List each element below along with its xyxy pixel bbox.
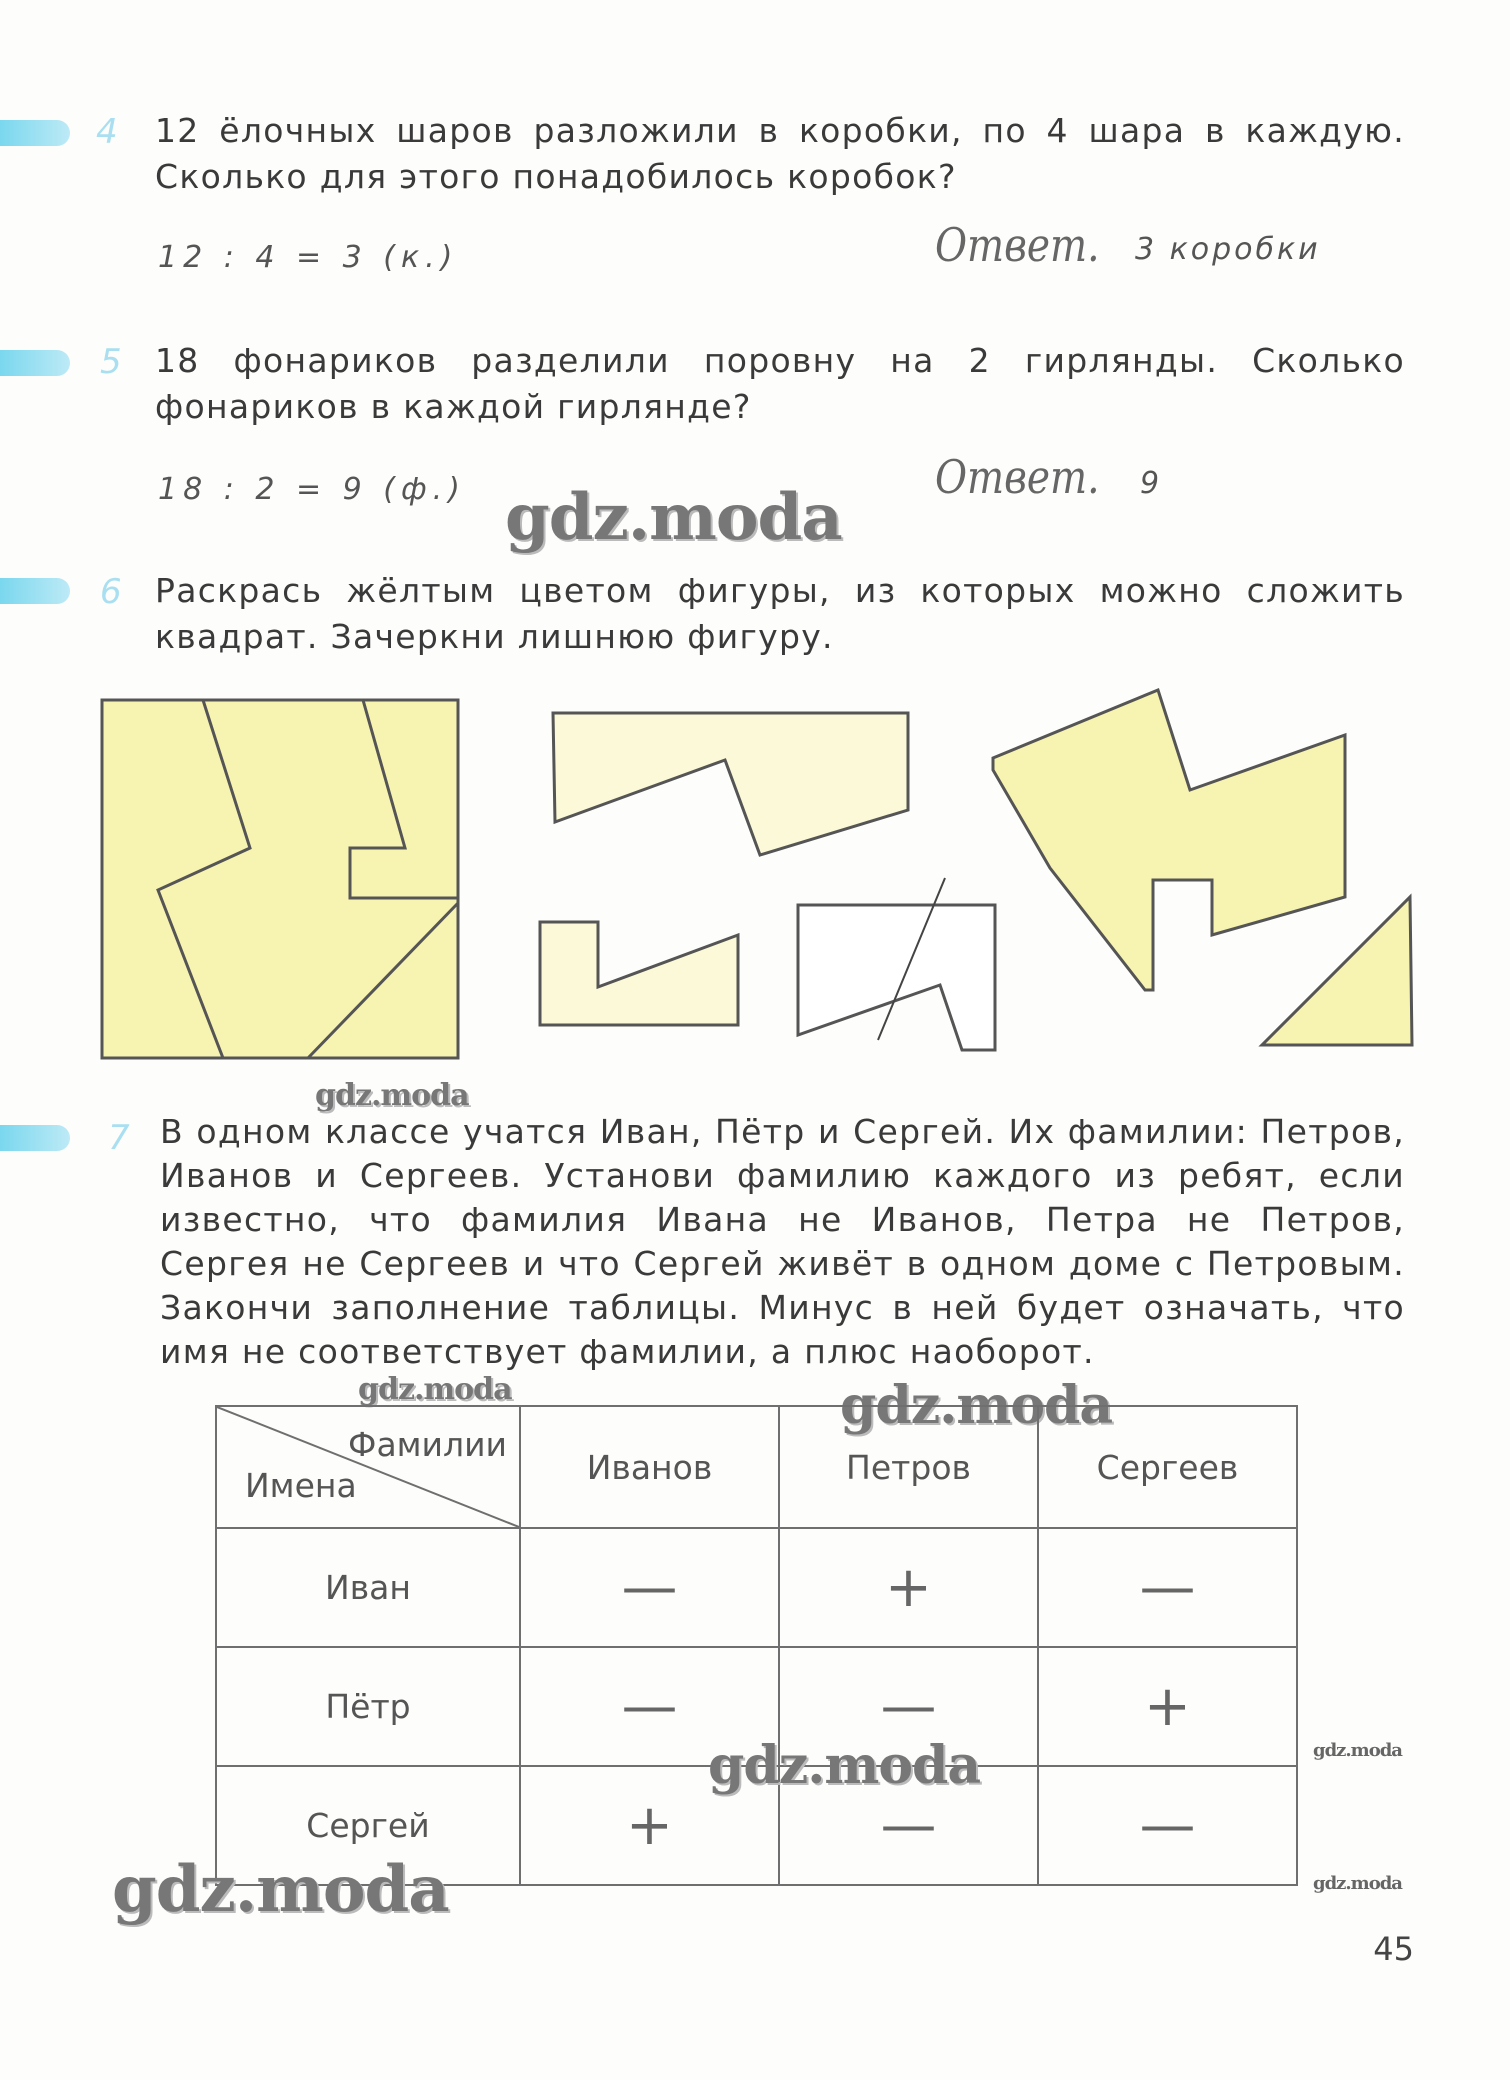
figure-long-piece (553, 713, 908, 855)
table-header-row (216, 1406, 1297, 1528)
table-cell-mark: — (520, 1647, 779, 1766)
row-name: Пётр (216, 1647, 520, 1766)
watermark: gdz.moda (112, 1852, 449, 1927)
table-cell-mark: — (779, 1647, 1038, 1766)
watermark: gdz.moda (708, 1735, 981, 1796)
task4-answer-value: 3 коробки (1135, 232, 1321, 267)
task-number: 7 (108, 1118, 130, 1158)
task6-text: Раскрась жёлтым цветом фигуры, из которых можно сложить квадрат. Зачеркни лишнюю фигуру. (155, 571, 1405, 656)
column-header: Сергеев (1038, 1406, 1297, 1528)
table-cell-mark: + (779, 1528, 1038, 1647)
watermark: gdz.moda (358, 1372, 512, 1407)
task-marker-tab (0, 1125, 70, 1151)
figure-large-piece (993, 690, 1345, 990)
task4-solution: 12 : 4 = 3 (к.) (158, 240, 459, 275)
task5-solution: 18 : 2 = 9 (ф.) (158, 472, 466, 507)
table-cell-mark: + (520, 1766, 779, 1885)
row-name: Иван (216, 1528, 520, 1647)
figure-extra-piece (798, 905, 995, 1050)
surnames-header-label: Фамилии (348, 1425, 507, 1464)
watermark: gdz.moda (1313, 1873, 1402, 1894)
figure-triangle (1262, 897, 1412, 1045)
task-number: 5 (100, 342, 122, 382)
page-number: 45 (1373, 1930, 1414, 1968)
watermark: gdz.moda (315, 1078, 469, 1113)
composed-square (102, 700, 458, 1058)
table-cell-mark: — (1038, 1766, 1297, 1885)
table-row (216, 1528, 1297, 1647)
figure-l-piece (540, 922, 738, 1025)
table-cell-mark: — (779, 1766, 1038, 1885)
column-header: Иванов (520, 1406, 779, 1528)
task4-text: 12 ёлочных шаров разложили в коробки, по 4 шара в каждую. Сколько для этого понадобилось коробок? (155, 111, 1405, 196)
task7-text: В одном классе учатся Иван, Пётр и Сергей. Их фамилии: Петров, Иванов и Сергеев. Установи фамилию каждого из ребят, если известно, что фамилия Ивана не Иванов, Петра не Петров, Сергея не Сергеев и что Сергей живёт в одном доме с Петровым. Закончи заполнение таблицы. Минус в ней будет означать, что имя не соответствует фамилии, а плюс наоборот. (160, 1112, 1405, 1371)
task4-answer-label: Ответ. (935, 218, 1100, 272)
table-cell-mark: — (520, 1528, 779, 1647)
watermark: gdz.moda (1313, 1740, 1402, 1761)
task5-text: 18 фонариков разделили поровну на 2 гирлянды. Сколько фонариков в каждой гирлянде? (155, 341, 1405, 426)
watermark: gdz.moda (840, 1375, 1113, 1436)
task5-answer-value: 9 (1140, 466, 1163, 501)
task5-answer-label: Ответ. (935, 450, 1100, 504)
names-header-label: Имена (245, 1466, 357, 1505)
row-name: Сергей (216, 1766, 520, 1885)
surnames-table (215, 1405, 1298, 1886)
table-cell-mark: — (1038, 1528, 1297, 1647)
task-number: 4 (96, 112, 118, 152)
column-header: Петров (779, 1406, 1038, 1528)
task-number: 6 (100, 572, 122, 612)
watermark: gdz.moda (505, 480, 842, 555)
table-cell-mark: + (1038, 1647, 1297, 1766)
diagonal-header-cell (216, 1406, 520, 1528)
